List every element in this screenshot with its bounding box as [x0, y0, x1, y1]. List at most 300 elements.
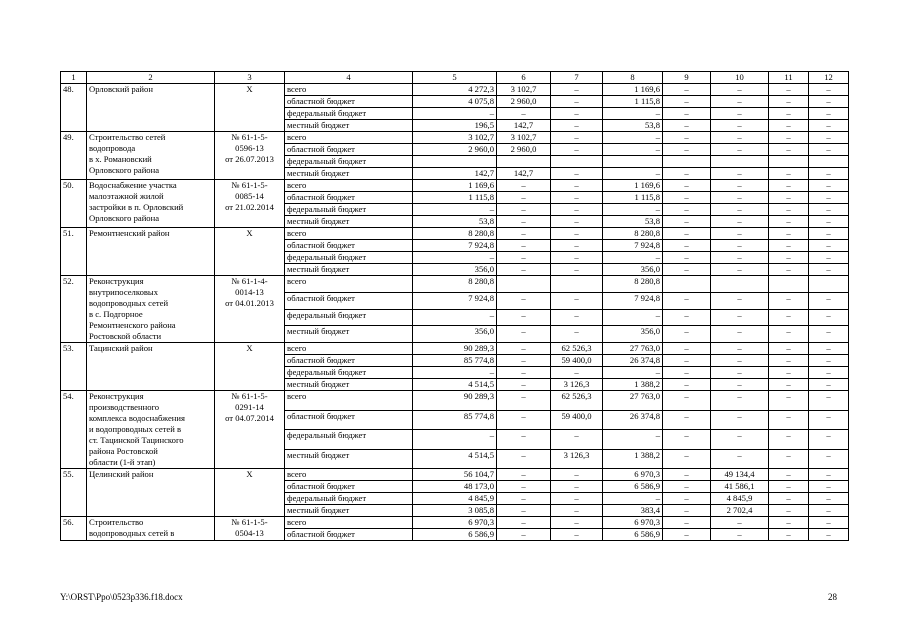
expertise-number: № 61-1-5- 0596-13 от 26.07.2013	[215, 132, 285, 180]
amount-cell: –	[551, 204, 603, 216]
amount-cell: –	[551, 517, 603, 529]
amount-cell: –	[663, 144, 711, 156]
amount-cell: –	[769, 309, 809, 326]
expertise-number: № 61-1-4- 0014-13 от 04.01.2013	[215, 276, 285, 343]
amount-cell: –	[663, 292, 711, 309]
object-name: Строительство водопроводных сетей в	[87, 517, 215, 541]
amount-cell	[413, 156, 497, 168]
amount-cell: –	[769, 343, 809, 355]
amount-cell: 142,7	[497, 168, 551, 180]
amount-cell: –	[809, 449, 849, 469]
amount-cell: –	[711, 343, 769, 355]
amount-cell: –	[809, 240, 849, 252]
row-number: 48.	[61, 84, 87, 132]
amount-cell: 8 280,8	[603, 276, 663, 293]
amount-cell: 6 970,3	[413, 517, 497, 529]
amount-cell: –	[769, 204, 809, 216]
table-row	[61, 228, 849, 240]
amount-cell: –	[769, 529, 809, 541]
funding-source-label: областной бюджет	[285, 481, 413, 493]
amount-cell: –	[663, 517, 711, 529]
amount-cell: –	[497, 108, 551, 120]
amount-cell: 41 586,1	[711, 481, 769, 493]
row-number: 56.	[61, 517, 87, 541]
funding-source-label: всего	[285, 469, 413, 481]
budget-table	[60, 71, 849, 541]
amount-cell: –	[551, 252, 603, 264]
amount-cell: 53,8	[603, 216, 663, 228]
funding-source-label: местный бюджет	[285, 326, 413, 343]
amount-cell: 2 960,0	[497, 144, 551, 156]
col-header-2: 2	[87, 72, 215, 84]
amount-cell	[711, 156, 769, 168]
amount-cell: 356,0	[603, 264, 663, 276]
row-number: 52.	[61, 276, 87, 343]
amount-cell: 4 272,3	[413, 84, 497, 96]
funding-source-label: всего	[285, 517, 413, 529]
amount-cell: 2 960,0	[497, 96, 551, 108]
amount-cell	[769, 156, 809, 168]
amount-cell: –	[551, 326, 603, 343]
amount-cell: –	[809, 180, 849, 192]
amount-cell: –	[497, 430, 551, 450]
amount-cell: –	[711, 529, 769, 541]
funding-source-label: местный бюджет	[285, 216, 413, 228]
amount-cell: 6 970,3	[603, 517, 663, 529]
amount-cell: –	[497, 228, 551, 240]
funding-source-label: федеральный бюджет	[285, 108, 413, 120]
amount-cell: –	[663, 449, 711, 469]
amount-cell: –	[769, 180, 809, 192]
amount-cell: –	[603, 108, 663, 120]
amount-cell: –	[497, 309, 551, 326]
amount-cell: –	[603, 204, 663, 216]
amount-cell: –	[497, 493, 551, 505]
amount-cell: –	[551, 264, 603, 276]
amount-cell: –	[809, 108, 849, 120]
funding-source-label: всего	[285, 276, 413, 293]
funding-source-label: всего	[285, 132, 413, 144]
table-row	[61, 391, 849, 411]
amount-cell: –	[769, 391, 809, 411]
amount-cell: –	[769, 481, 809, 493]
amount-cell: –	[711, 309, 769, 326]
col-header-9: 9	[663, 72, 711, 84]
expertise-number: № 61-1-5- 0085-14 от 21.02.2014	[215, 180, 285, 228]
amount-cell: –	[663, 252, 711, 264]
amount-cell: –	[603, 168, 663, 180]
funding-source-label: всего	[285, 343, 413, 355]
amount-cell: 1 169,6	[603, 180, 663, 192]
object-name: Орловский район	[87, 84, 215, 132]
expertise-number: Х	[215, 84, 285, 132]
amount-cell: –	[551, 168, 603, 180]
amount-cell	[769, 276, 809, 293]
amount-cell: –	[809, 228, 849, 240]
amount-cell: –	[413, 252, 497, 264]
amount-cell	[497, 276, 551, 293]
amount-cell: –	[603, 252, 663, 264]
amount-cell: –	[551, 84, 603, 96]
amount-cell: 56 104,7	[413, 469, 497, 481]
amount-cell: –	[551, 367, 603, 379]
amount-cell: 1 169,6	[603, 84, 663, 96]
amount-cell: –	[809, 355, 849, 367]
amount-cell: –	[663, 326, 711, 343]
row-number: 51.	[61, 228, 87, 276]
funding-source-label: областной бюджет	[285, 192, 413, 204]
col-header-4: 4	[285, 72, 413, 84]
amount-cell: –	[663, 96, 711, 108]
amount-cell: –	[663, 505, 711, 517]
amount-cell: –	[711, 96, 769, 108]
amount-cell: –	[809, 481, 849, 493]
amount-cell: –	[711, 410, 769, 430]
amount-cell: –	[711, 192, 769, 204]
row-number: 49.	[61, 132, 87, 180]
amount-cell: –	[497, 292, 551, 309]
col-header-8: 8	[603, 72, 663, 84]
amount-cell: 4 845,9	[413, 493, 497, 505]
amount-cell: –	[663, 309, 711, 326]
amount-cell: –	[551, 120, 603, 132]
amount-cell: 90 289,3	[413, 391, 497, 411]
col-header-12: 12	[809, 72, 849, 84]
amount-cell: –	[663, 410, 711, 430]
amount-cell: –	[809, 430, 849, 450]
amount-cell: –	[809, 252, 849, 264]
amount-cell: –	[769, 108, 809, 120]
table-row	[61, 276, 849, 293]
amount-cell: –	[551, 292, 603, 309]
funding-source-label: областной бюджет	[285, 144, 413, 156]
amount-cell: –	[663, 529, 711, 541]
amount-cell: 1 169,6	[413, 180, 497, 192]
amount-cell: –	[603, 367, 663, 379]
funding-source-label: федеральный бюджет	[285, 204, 413, 216]
amount-cell: –	[663, 108, 711, 120]
col-header-1: 1	[61, 72, 87, 84]
amount-cell: 27 763,0	[603, 343, 663, 355]
amount-cell: 4 514,5	[413, 379, 497, 391]
amount-cell: 8 280,8	[603, 228, 663, 240]
amount-cell: –	[497, 449, 551, 469]
amount-cell: –	[551, 430, 603, 450]
amount-cell: –	[809, 96, 849, 108]
amount-cell: –	[769, 96, 809, 108]
funding-source-label: областной бюджет	[285, 355, 413, 367]
amount-cell: –	[551, 192, 603, 204]
col-header-11: 11	[769, 72, 809, 84]
amount-cell: –	[769, 355, 809, 367]
amount-cell	[551, 156, 603, 168]
amount-cell: 6 970,3	[603, 469, 663, 481]
amount-cell: –	[497, 517, 551, 529]
funding-source-label: федеральный бюджет	[285, 430, 413, 450]
amount-cell: –	[769, 292, 809, 309]
amount-cell: –	[663, 391, 711, 411]
amount-cell: –	[809, 204, 849, 216]
amount-cell: –	[711, 204, 769, 216]
amount-cell: –	[809, 391, 849, 411]
funding-source-label: федеральный бюджет	[285, 156, 413, 168]
amount-cell: –	[809, 192, 849, 204]
amount-cell: –	[497, 410, 551, 430]
amount-cell: 4 075,8	[413, 96, 497, 108]
amount-cell: –	[769, 120, 809, 132]
funding-source-label: местный бюджет	[285, 120, 413, 132]
amount-cell: –	[663, 264, 711, 276]
funding-source-label: местный бюджет	[285, 505, 413, 517]
amount-cell: –	[551, 228, 603, 240]
amount-cell	[809, 156, 849, 168]
amount-cell: –	[809, 410, 849, 430]
amount-cell: –	[711, 355, 769, 367]
amount-cell: 85 774,8	[413, 410, 497, 430]
amount-cell: 7 924,8	[413, 292, 497, 309]
amount-cell: –	[809, 367, 849, 379]
expertise-number: Х	[215, 469, 285, 517]
amount-cell: –	[769, 469, 809, 481]
amount-cell: 26 374,8	[603, 355, 663, 367]
amount-cell: –	[413, 430, 497, 450]
amount-cell: –	[809, 505, 849, 517]
amount-cell: –	[809, 168, 849, 180]
amount-cell: –	[551, 469, 603, 481]
amount-cell: –	[769, 493, 809, 505]
amount-cell: 356,0	[603, 326, 663, 343]
amount-cell: 90 289,3	[413, 343, 497, 355]
amount-cell: –	[711, 108, 769, 120]
expertise-number: Х	[215, 228, 285, 276]
amount-cell: –	[769, 240, 809, 252]
col-header-6: 6	[497, 72, 551, 84]
amount-cell: –	[603, 430, 663, 450]
amount-cell: –	[711, 292, 769, 309]
amount-cell: –	[769, 517, 809, 529]
amount-cell: 3 126,3	[551, 449, 603, 469]
amount-cell	[551, 276, 603, 293]
amount-cell: 142,7	[413, 168, 497, 180]
amount-cell: –	[551, 493, 603, 505]
footer-file-path: Y:\ORST\Ppo\0523p336.f18.docx	[60, 592, 183, 602]
funding-source-label: областной бюджет	[285, 410, 413, 430]
amount-cell: –	[663, 216, 711, 228]
amount-cell: –	[809, 529, 849, 541]
amount-cell: 53,8	[413, 216, 497, 228]
amount-cell: –	[663, 469, 711, 481]
object-name: Целинский район	[87, 469, 215, 517]
amount-cell: 3 102,7	[413, 132, 497, 144]
row-number: 54.	[61, 391, 87, 469]
funding-source-label: всего	[285, 391, 413, 411]
funding-source-label: федеральный бюджет	[285, 309, 413, 326]
col-header-3: 3	[215, 72, 285, 84]
amount-cell: –	[663, 430, 711, 450]
amount-cell: –	[497, 367, 551, 379]
amount-cell: –	[809, 379, 849, 391]
amount-cell: 1 388,2	[603, 379, 663, 391]
amount-cell: 62 526,3	[551, 343, 603, 355]
amount-cell: –	[769, 449, 809, 469]
amount-cell: –	[769, 379, 809, 391]
amount-cell: 85 774,8	[413, 355, 497, 367]
amount-cell: –	[711, 517, 769, 529]
amount-cell: 356,0	[413, 326, 497, 343]
amount-cell: –	[711, 84, 769, 96]
table-row	[61, 469, 849, 481]
table-row	[61, 343, 849, 355]
amount-cell: –	[497, 264, 551, 276]
funding-source-label: областной бюджет	[285, 240, 413, 252]
amount-cell: 6 586,9	[413, 529, 497, 541]
amount-cell: –	[603, 132, 663, 144]
amount-cell: 8 280,8	[413, 228, 497, 240]
amount-cell: –	[663, 192, 711, 204]
amount-cell: 59 400,0	[551, 355, 603, 367]
amount-cell: –	[769, 264, 809, 276]
amount-cell: –	[551, 180, 603, 192]
amount-cell: 1 115,8	[603, 96, 663, 108]
amount-cell: 27 763,0	[603, 391, 663, 411]
amount-cell: 2 702,4	[711, 505, 769, 517]
expertise-number: № 61-1-5- 0291-14 от 04.07.2014	[215, 391, 285, 469]
amount-cell: –	[809, 120, 849, 132]
amount-cell: –	[413, 367, 497, 379]
col-header-7: 7	[551, 72, 603, 84]
amount-cell: –	[663, 379, 711, 391]
amount-cell: –	[809, 84, 849, 96]
object-name: Тацинский район	[87, 343, 215, 391]
funding-source-label: местный бюджет	[285, 449, 413, 469]
amount-cell: –	[497, 180, 551, 192]
amount-cell: –	[809, 292, 849, 309]
amount-cell: –	[413, 309, 497, 326]
expertise-number: Х	[215, 343, 285, 391]
funding-source-label: областной бюджет	[285, 292, 413, 309]
amount-cell: –	[769, 505, 809, 517]
amount-cell	[663, 276, 711, 293]
amount-cell: –	[711, 132, 769, 144]
funding-source-label: местный бюджет	[285, 264, 413, 276]
amount-cell: –	[663, 343, 711, 355]
amount-cell: 3 102,7	[497, 132, 551, 144]
amount-cell	[497, 156, 551, 168]
row-number: 50.	[61, 180, 87, 228]
col-header-10: 10	[711, 72, 769, 84]
amount-cell: 4 845,9	[711, 493, 769, 505]
amount-cell: –	[497, 192, 551, 204]
amount-cell: –	[497, 469, 551, 481]
amount-cell: 6 586,9	[603, 481, 663, 493]
amount-cell: –	[809, 343, 849, 355]
amount-cell: –	[769, 144, 809, 156]
amount-cell: 59 400,0	[551, 410, 603, 430]
object-name: Ремонтненский район	[87, 228, 215, 276]
funding-source-label: местный бюджет	[285, 379, 413, 391]
amount-cell: 26 374,8	[603, 410, 663, 430]
amount-cell: –	[551, 481, 603, 493]
funding-source-label: федеральный бюджет	[285, 493, 413, 505]
amount-cell: 2 960,0	[413, 144, 497, 156]
amount-cell: –	[711, 391, 769, 411]
amount-cell: –	[711, 326, 769, 343]
amount-cell: –	[663, 367, 711, 379]
amount-cell: –	[809, 144, 849, 156]
amount-cell: –	[809, 309, 849, 326]
amount-cell: –	[551, 309, 603, 326]
amount-cell: –	[551, 240, 603, 252]
amount-cell: 1 115,8	[413, 192, 497, 204]
amount-cell: 7 924,8	[603, 240, 663, 252]
amount-cell	[663, 156, 711, 168]
amount-cell: 6 586,9	[603, 529, 663, 541]
object-name: Реконструкция производственного комплекса водоснабжения и водопроводных сетей в ст. Тацинской Тацинского района Ростовской области (1-й этап)	[87, 391, 215, 469]
amount-cell: –	[711, 367, 769, 379]
amount-cell: –	[769, 367, 809, 379]
amount-cell: 1 388,2	[603, 449, 663, 469]
funding-source-label: всего	[285, 180, 413, 192]
row-number: 55.	[61, 469, 87, 517]
amount-cell: –	[497, 529, 551, 541]
amount-cell: 53,8	[603, 120, 663, 132]
funding-source-label: всего	[285, 84, 413, 96]
amount-cell: –	[809, 264, 849, 276]
column-number-row	[61, 72, 849, 84]
amount-cell: 8 280,8	[413, 276, 497, 293]
amount-cell: 3 102,7	[497, 84, 551, 96]
funding-source-label: областной бюджет	[285, 529, 413, 541]
table-row	[61, 180, 849, 192]
amount-cell: –	[663, 120, 711, 132]
table-body	[61, 72, 849, 541]
amount-cell: –	[663, 132, 711, 144]
amount-cell: –	[663, 84, 711, 96]
amount-cell: –	[663, 180, 711, 192]
col-header-5: 5	[413, 72, 497, 84]
amount-cell: 7 924,8	[603, 292, 663, 309]
table-row	[61, 84, 849, 96]
amount-cell: –	[551, 132, 603, 144]
row-number: 53.	[61, 343, 87, 391]
amount-cell: –	[413, 108, 497, 120]
amount-cell: 1 115,8	[603, 192, 663, 204]
amount-cell: –	[551, 216, 603, 228]
amount-cell: –	[603, 309, 663, 326]
amount-cell: –	[711, 379, 769, 391]
amount-cell: –	[497, 379, 551, 391]
funding-source-label: федеральный бюджет	[285, 367, 413, 379]
page-number: 28	[828, 592, 837, 602]
amount-cell: –	[497, 240, 551, 252]
amount-cell: 3 085,8	[413, 505, 497, 517]
table-row	[61, 517, 849, 529]
amount-cell: 48 173,0	[413, 481, 497, 493]
table-row	[61, 132, 849, 144]
amount-cell: 4 514,5	[413, 449, 497, 469]
amount-cell: 196,5	[413, 120, 497, 132]
amount-cell: –	[769, 252, 809, 264]
amount-cell: –	[497, 252, 551, 264]
amount-cell: –	[497, 343, 551, 355]
amount-cell: –	[551, 529, 603, 541]
amount-cell: –	[769, 84, 809, 96]
amount-cell: –	[711, 264, 769, 276]
amount-cell: –	[663, 168, 711, 180]
amount-cell: –	[551, 505, 603, 517]
amount-cell: –	[603, 493, 663, 505]
amount-cell: 49 134,4	[711, 469, 769, 481]
